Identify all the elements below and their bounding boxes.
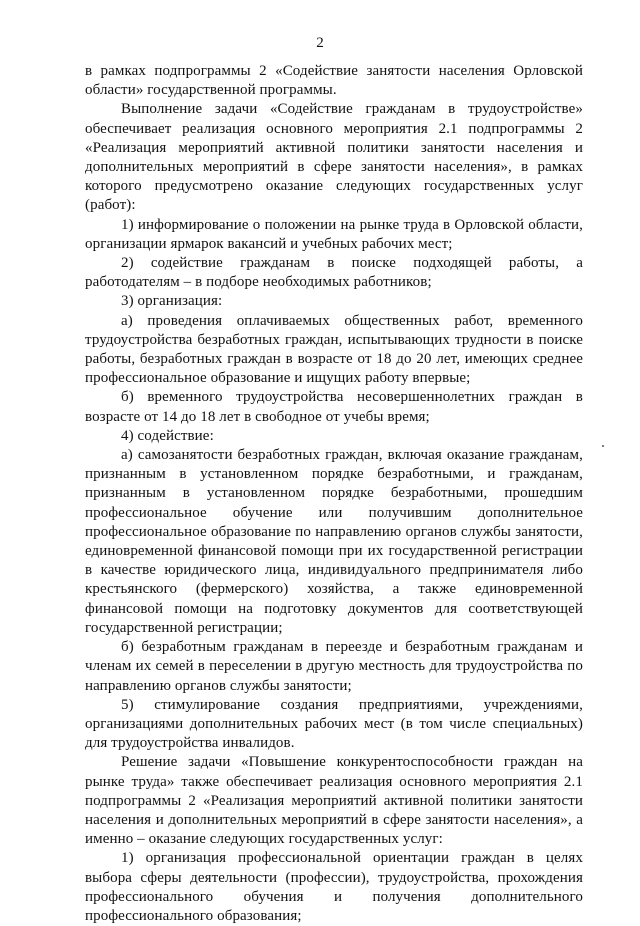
paragraph-continuation: в рамках подпрограммы 2 «Содействие занятости населения Орловской области» государственной программы. (85, 63, 583, 99)
list-item-1-informing: 1) информирование о положении на рынке труда в Орловской области, организации ярмарок вакансий и учебных рабочих мест; (85, 216, 583, 252)
list-item-3-organization: 3) организация: (121, 293, 223, 310)
list-subitem-3a: а) проведения оплачиваемых общественных работ, временного трудоустройства безработных граждан, испытывающих трудности в поиске работы, безработных граждан в возрасте от 18 до 20 лет, имеющих среднее профессиональное образование и ищущих работу впервые; (85, 312, 583, 387)
list-item-4-assistance: 4) содействие: (121, 427, 214, 444)
list-subitem-3b: б) временного трудоустройства несовершеннолетних граждан в возрасте от 14 до 18 лет в свободное от учебы время; (85, 389, 583, 425)
list-item-5-stimulation: 5) стимулирование создания предприятиями, учреждениями, организациями дополнительных рабочих мест (в том числе специальных) для трудоустройства инвалидов. (85, 696, 583, 752)
page-number: 2 (316, 35, 324, 51)
list-subitem-4b: б) безработным гражданам в переезде и безработным гражданам и членам их семей в переселении в другую местность для трудоустройства по направлению органов службы занятости; (85, 639, 583, 694)
document-body (85, 62, 583, 926)
paragraph-task-employment: Выполнение задачи «Содействие гражданам в трудоустройстве» обеспечивает реализация основного мероприятия 2.1 подпрограммы 2 «Реализация мероприятий активной политики занятости населения и дополнительных мероприятий в сфере занятости населения», в рамках которого предусмотрено оказание следующих государственных услуг (работ): (85, 101, 583, 214)
list-subitem-4a: а) самозанятости безработных граждан, включая оказание гражданам, признанным в установленном порядке безработными, и гражданам, признанным в установленном порядке безработными, прошедшим профессиональное обучение или получившим дополнительное профессиональное образование по направлению органов службы занятости, единовременной финансовой помощи при их государственной регистрации в качестве юридического лица, индивидуального предпринимателя либо крестьянского (фермерского) хозяйства, а также единовременной финансовой помощи на подготовку документов для соответствующей государственной регистрации; (85, 447, 583, 636)
list-item-2-assistance: 2) содействие гражданам в поиске подходящей работы, а работодателям – в подборе необходимых работников; (85, 255, 583, 291)
scan-speck (602, 445, 604, 447)
paragraph-task-competitiveness: Решение задачи «Повышение конкурентоспособности граждан на рынке труда» также обеспечивает реализация основного мероприятия 2.1 подпрограммы 2 «Реализация мероприятий активной политики занятости населения и дополнительных мероприятий в сфере занятости населения», а именно – оказание следующих государственных услуг: (85, 754, 583, 848)
list-item-1-career-guidance: 1) организация профессиональной ориентации граждан в целях выбора сферы деятельности (профессии), трудоустройства, прохождения профессионального обучения и получения дополнительного профессионального образования; (85, 850, 583, 924)
